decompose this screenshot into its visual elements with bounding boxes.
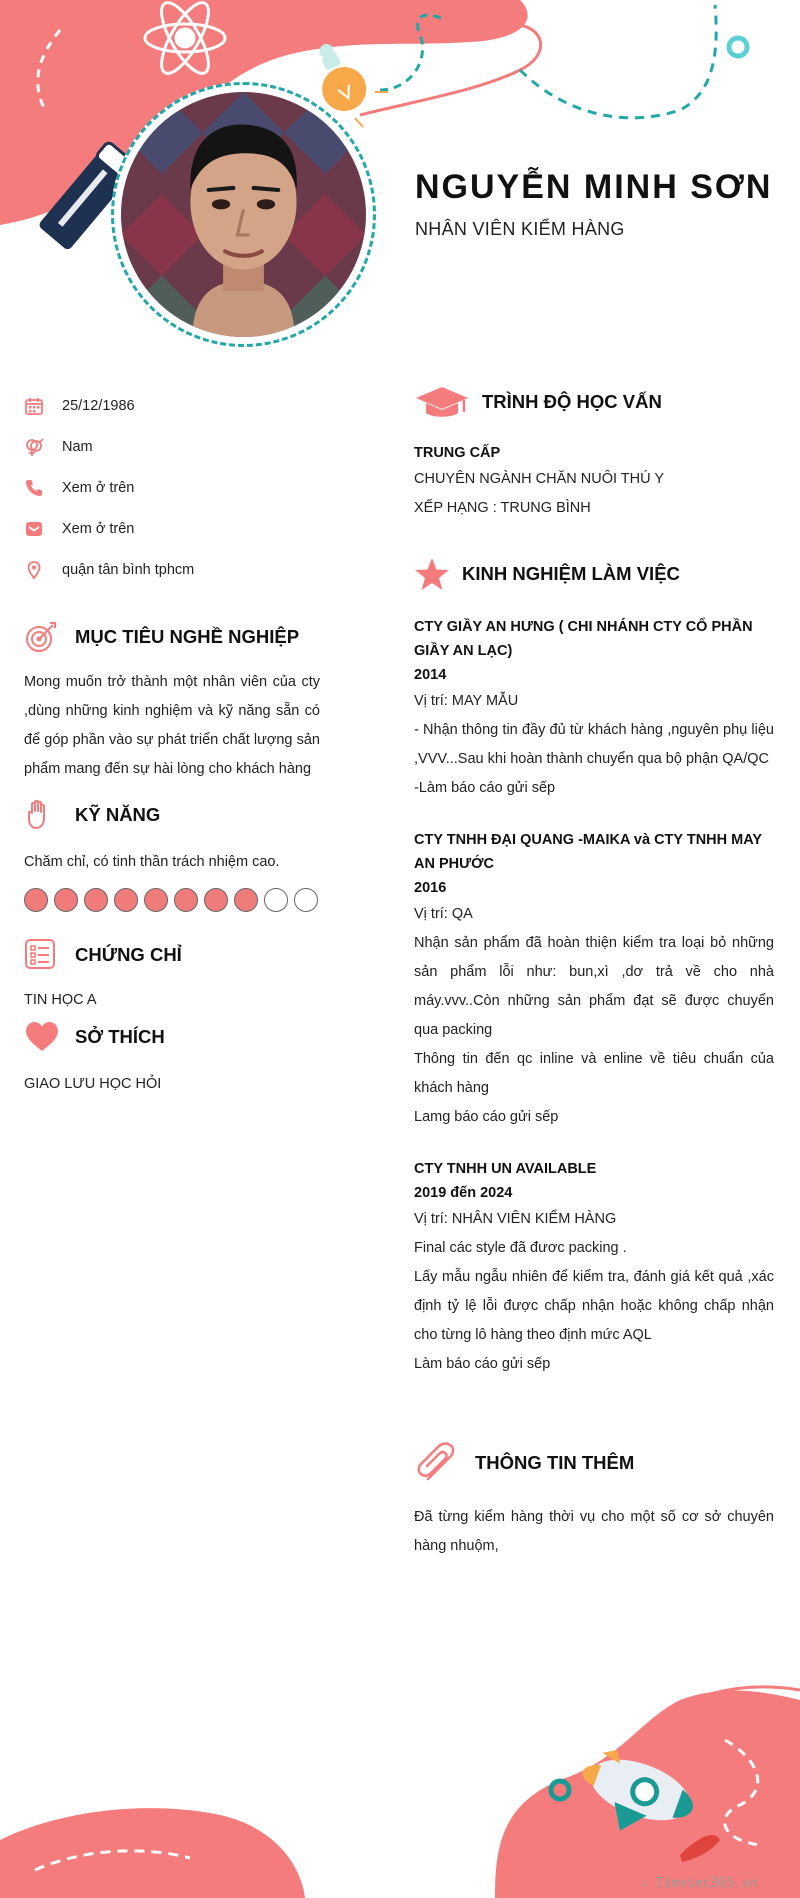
calendar-icon	[24, 396, 62, 416]
experience-duty: -Làm báo cáo gửi sếp	[414, 780, 556, 796]
skills-heading	[24, 798, 320, 832]
checklist-icon	[24, 938, 75, 972]
contact-list	[24, 385, 320, 590]
rating-dot-filled	[114, 888, 138, 912]
site-watermark: ∴ Timviec365.vn	[640, 1876, 758, 1891]
education-title: TRÌNH ĐỘ HỌC VẤN	[482, 391, 662, 412]
contact-gender	[24, 426, 320, 467]
paperclip-icon	[414, 1441, 475, 1485]
teal-ring	[729, 38, 747, 56]
contact-email-value: Xem ở trên	[62, 520, 135, 537]
experience-duty: Làm báo cáo gửi sếp	[414, 1356, 551, 1372]
experience-item	[414, 1157, 774, 1379]
heart-icon	[24, 1020, 75, 1054]
rating-dot-filled	[174, 888, 198, 912]
experience-duty: Lamg báo cáo gửi sếp	[414, 1109, 559, 1125]
contact-gender-value: Nam	[62, 438, 93, 455]
experience-list	[414, 615, 774, 1379]
contact-birthdate	[24, 385, 320, 426]
rating-dot-filled	[234, 888, 258, 912]
additional-heading	[414, 1441, 774, 1485]
candidate-name: NGUYỄN MINH SƠN	[415, 168, 773, 206]
education-major: CHUYÊN NGÀNH CHĂN NUÔI THÚ Y	[414, 471, 665, 487]
location-pin-icon	[24, 560, 62, 580]
top-dash-curve-right	[520, 5, 716, 118]
experience-position: Vị trí: QA	[414, 906, 473, 922]
experience-title: KINH NGHIỆM LÀM VIỆC	[462, 563, 680, 584]
experience-item	[414, 828, 774, 1132]
skill-rating	[24, 888, 320, 912]
rating-dot-filled	[144, 888, 168, 912]
certificates-section	[24, 938, 320, 1008]
rating-dot-empty	[264, 888, 288, 912]
contact-birthdate-value: 25/12/1986	[62, 397, 135, 414]
phone-icon	[24, 478, 62, 498]
hobbies-heading	[24, 1020, 320, 1054]
experience-duty: Nhận sản phẩm đã hoàn thiện kiểm tra loại bỏ những sản phẩm lỗi như: bun,xì ,dơ trả về cho nhà máy.vvv..Còn những sản phẩm đạt sẽ được chuyển qua packing	[414, 935, 774, 1038]
mail-icon	[24, 519, 62, 539]
experience-year: 2014	[414, 667, 447, 683]
education-heading	[414, 385, 774, 419]
experience-company: CTY GIẦY AN HƯNG ( CHI NHÁNH CTY CỔ PHẦN GIẦY AN LẠC)	[414, 619, 753, 659]
skills-section	[24, 798, 320, 912]
star-icon	[414, 557, 462, 591]
skills-text: Chăm chỉ, có tinh thần trách nhiệm cao.	[24, 854, 280, 870]
rating-dot-filled	[84, 888, 108, 912]
experience-company: CTY TNHH UN AVAILABLE	[414, 1161, 597, 1177]
contact-phone-value: Xem ở trên	[62, 479, 135, 496]
gender-icon	[24, 437, 62, 457]
education-level: TRUNG CẤP	[414, 445, 501, 461]
experience-position: Vị trí: MAY MẪU	[414, 693, 519, 709]
education-rank: XẾP HẠNG : TRUNG BÌNH	[414, 500, 591, 516]
rating-dot-filled	[54, 888, 78, 912]
profile-photo-frame	[111, 82, 376, 347]
right-column	[414, 385, 774, 1561]
left-column	[24, 385, 320, 1092]
rating-dot-filled	[24, 888, 48, 912]
objective-title: MỤC TIÊU NGHỀ NGHIỆP	[75, 626, 300, 647]
rating-dot-filled	[204, 888, 228, 912]
graduation-cap-icon	[414, 385, 482, 419]
contact-address-value: quận tân bình tphcm	[62, 561, 195, 578]
certificates-text: TIN HỌC A	[24, 992, 97, 1008]
objective-text: Mong muốn trở thành một nhân viên của cty ,dùng những kinh nghiệm và kỹ năng sẵn có để góp phần vào sự phát triển chất lượng sản phẩm mang đến sự hài lòng cho khách hàng	[24, 674, 320, 777]
target-icon	[24, 620, 75, 654]
experience-section	[414, 557, 774, 1379]
experience-duty: - Nhận thông tin đầy đủ từ khách hàng ,nguyên phụ liệu ,VVV...Sau khi hoàn thành chuyển qua bộ phận QA/QC	[414, 722, 774, 767]
experience-item	[414, 615, 774, 803]
experience-position: Vị trí: NHÂN VIÊN KIỂM HÀNG	[414, 1211, 617, 1227]
contact-phone	[24, 467, 320, 508]
rating-dot-empty	[294, 888, 318, 912]
education-section	[414, 385, 774, 523]
additional-section	[414, 1441, 774, 1561]
certificates-title: CHỨNG CHỈ	[75, 944, 182, 965]
contact-email	[24, 508, 320, 549]
experience-company: CTY TNHH ĐẠI QUANG -MAIKA và CTY TNHH MAY AN PHƯỚC	[414, 832, 762, 872]
hobbies-section	[24, 1020, 320, 1092]
experience-duty: Thông tin đến qc inline và enline về tiêu chuẩn của khách hàng	[414, 1051, 774, 1096]
objective-section	[24, 620, 320, 784]
additional-title: THÔNG TIN THÊM	[475, 1452, 635, 1473]
experience-duty: Final các style đã đươc packing .	[414, 1240, 627, 1256]
experience-duty: Lấy mẫu ngẫu nhiên để kiểm tra, đánh giá kết quả ,xác định tỷ lệ lỗi được chấp nhận hoặc không chấp nhận cho từng lô hàng theo định mức AQL	[414, 1269, 774, 1343]
experience-year: 2016	[414, 880, 447, 896]
skills-title: KỸ NĂNG	[75, 804, 161, 825]
contact-address	[24, 549, 320, 590]
hobbies-text: GIAO LƯU HỌC HỎI	[24, 1076, 162, 1092]
certificates-heading	[24, 938, 320, 972]
additional-text: Đã từng kiểm hàng thời vụ cho một số cơ sở chuyên hàng nhuộm,	[414, 1509, 774, 1554]
profile-photo	[121, 92, 366, 337]
experience-heading	[414, 557, 774, 591]
hand-icon	[24, 798, 75, 832]
candidate-job-title: NHÂN VIÊN KIỂM HÀNG	[415, 219, 625, 239]
objective-heading	[24, 620, 320, 654]
hobbies-title: SỞ THÍCH	[75, 1026, 165, 1047]
experience-year: 2019 đến 2024	[414, 1185, 513, 1201]
